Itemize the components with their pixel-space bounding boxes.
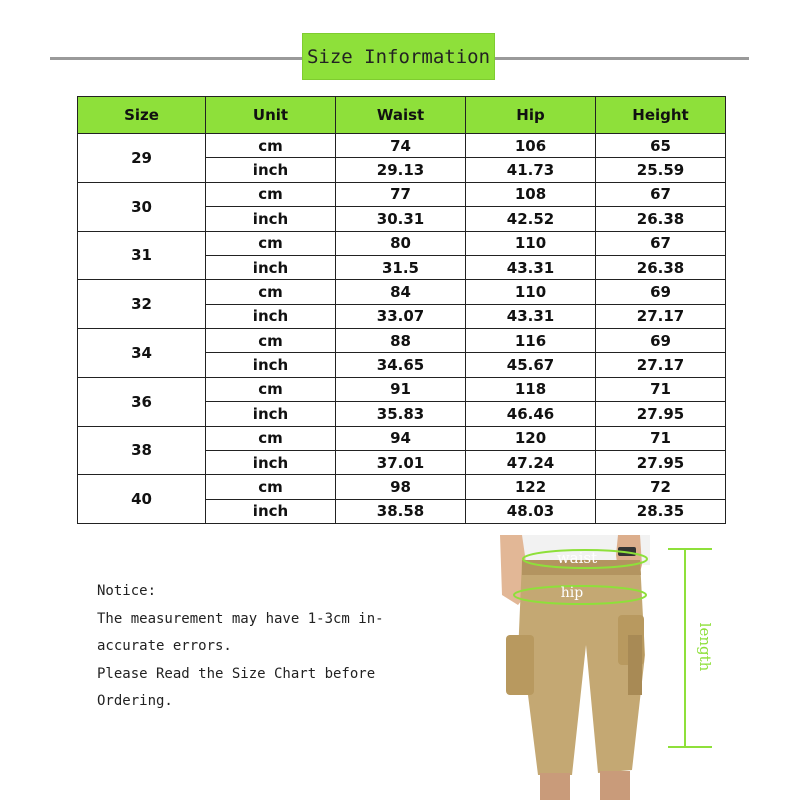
table-row <box>78 377 726 401</box>
waist-cell: 77 <box>336 182 466 206</box>
size-cell: 38 <box>78 426 206 475</box>
header-waist: Waist <box>336 97 466 134</box>
height-cell: 26.38 <box>596 207 726 231</box>
height-cell: 25.59 <box>596 158 726 182</box>
height-cell: 69 <box>596 280 726 304</box>
header-hip: Hip <box>466 97 596 134</box>
height-cell: 71 <box>596 377 726 401</box>
unit-cell: cm <box>206 475 336 499</box>
header-size: Size <box>78 97 206 134</box>
waist-cell: 30.31 <box>336 207 466 231</box>
waist-cell: 35.83 <box>336 402 466 426</box>
waist-cell: 91 <box>336 377 466 401</box>
hip-cell: 43.31 <box>466 255 596 279</box>
unit-cell: inch <box>206 304 336 328</box>
unit-cell: inch <box>206 207 336 231</box>
unit-cell: cm <box>206 377 336 401</box>
unit-cell: cm <box>206 134 336 158</box>
notice-heading: Notice: <box>97 583 157 599</box>
size-cell: 40 <box>78 475 206 524</box>
size-chart-table <box>77 96 726 524</box>
hip-cell: 47.24 <box>466 450 596 474</box>
height-cell: 71 <box>596 426 726 450</box>
left-leg-shape <box>540 773 570 800</box>
waist-cell: 29.13 <box>336 158 466 182</box>
size-cell: 32 <box>78 280 206 329</box>
waist-cell: 74 <box>336 134 466 158</box>
height-cell: 27.17 <box>596 353 726 377</box>
notice-line: The measurement may have 1-3cm in- <box>97 610 384 627</box>
height-cell: 67 <box>596 231 726 255</box>
table-body <box>78 134 726 524</box>
hip-cell: 122 <box>466 475 596 499</box>
unit-cell: inch <box>206 255 336 279</box>
strap-shape <box>628 635 642 695</box>
height-cell: 65 <box>596 134 726 158</box>
notice-block <box>97 578 427 716</box>
size-cell: 30 <box>78 182 206 231</box>
waist-cell: 88 <box>336 329 466 353</box>
table-row <box>78 475 726 499</box>
hip-cell: 42.52 <box>466 207 596 231</box>
unit-cell: inch <box>206 158 336 182</box>
table-header-row <box>78 97 726 134</box>
unit-cell: inch <box>206 499 336 523</box>
height-cell: 27.95 <box>596 402 726 426</box>
page-title: Size Information <box>302 33 495 80</box>
unit-cell: inch <box>206 353 336 377</box>
waist-cell: 84 <box>336 280 466 304</box>
table-row <box>78 134 726 158</box>
size-cell: 29 <box>78 134 206 183</box>
height-cell: 27.17 <box>596 304 726 328</box>
height-cell: 69 <box>596 329 726 353</box>
notice-line: Please Read the Size Chart before <box>97 665 376 682</box>
table-row <box>78 280 726 304</box>
header-unit: Unit <box>206 97 336 134</box>
hip-cell: 45.67 <box>466 353 596 377</box>
hip-cell: 41.73 <box>466 158 596 182</box>
waist-cell: 31.5 <box>336 255 466 279</box>
table-row <box>78 182 726 206</box>
right-leg-shape <box>600 771 630 800</box>
unit-cell: cm <box>206 329 336 353</box>
height-cell: 67 <box>596 182 726 206</box>
size-cell: 34 <box>78 329 206 378</box>
waist-cell: 33.07 <box>336 304 466 328</box>
header-height: Height <box>596 97 726 134</box>
waist-cell: 98 <box>336 475 466 499</box>
height-cell: 28.35 <box>596 499 726 523</box>
unit-cell: cm <box>206 182 336 206</box>
table-row <box>78 231 726 255</box>
title-rule-right <box>494 57 749 60</box>
size-cell: 36 <box>78 377 206 426</box>
unit-cell: cm <box>206 231 336 255</box>
shorts-measurement-photo <box>500 535 800 800</box>
waist-cell: 94 <box>336 426 466 450</box>
table-row <box>78 426 726 450</box>
waist-cell: 37.01 <box>336 450 466 474</box>
hip-cell: 110 <box>466 280 596 304</box>
hip-cell: 43.31 <box>466 304 596 328</box>
title-rule-left <box>50 57 303 60</box>
unit-cell: cm <box>206 426 336 450</box>
left-cargo-pocket-shape <box>506 635 534 695</box>
hip-cell: 46.46 <box>466 402 596 426</box>
waist-cell: 34.65 <box>336 353 466 377</box>
hip-cell: 48.03 <box>466 499 596 523</box>
hip-cell: 118 <box>466 377 596 401</box>
size-cell: 31 <box>78 231 206 280</box>
hip-cell: 110 <box>466 231 596 255</box>
notice-line: accurate errors. <box>97 638 232 654</box>
unit-cell: inch <box>206 450 336 474</box>
waist-cell: 38.58 <box>336 499 466 523</box>
unit-cell: cm <box>206 280 336 304</box>
hip-label: hip <box>560 585 584 601</box>
height-cell: 26.38 <box>596 255 726 279</box>
height-cell: 72 <box>596 475 726 499</box>
length-label: length <box>696 622 714 672</box>
waist-label: waist <box>556 549 598 567</box>
unit-cell: inch <box>206 402 336 426</box>
hip-cell: 106 <box>466 134 596 158</box>
hip-cell: 108 <box>466 182 596 206</box>
notice-line: Ordering. <box>97 693 173 709</box>
table-row <box>78 329 726 353</box>
hip-cell: 120 <box>466 426 596 450</box>
waist-cell: 80 <box>336 231 466 255</box>
hip-cell: 116 <box>466 329 596 353</box>
height-cell: 27.95 <box>596 450 726 474</box>
